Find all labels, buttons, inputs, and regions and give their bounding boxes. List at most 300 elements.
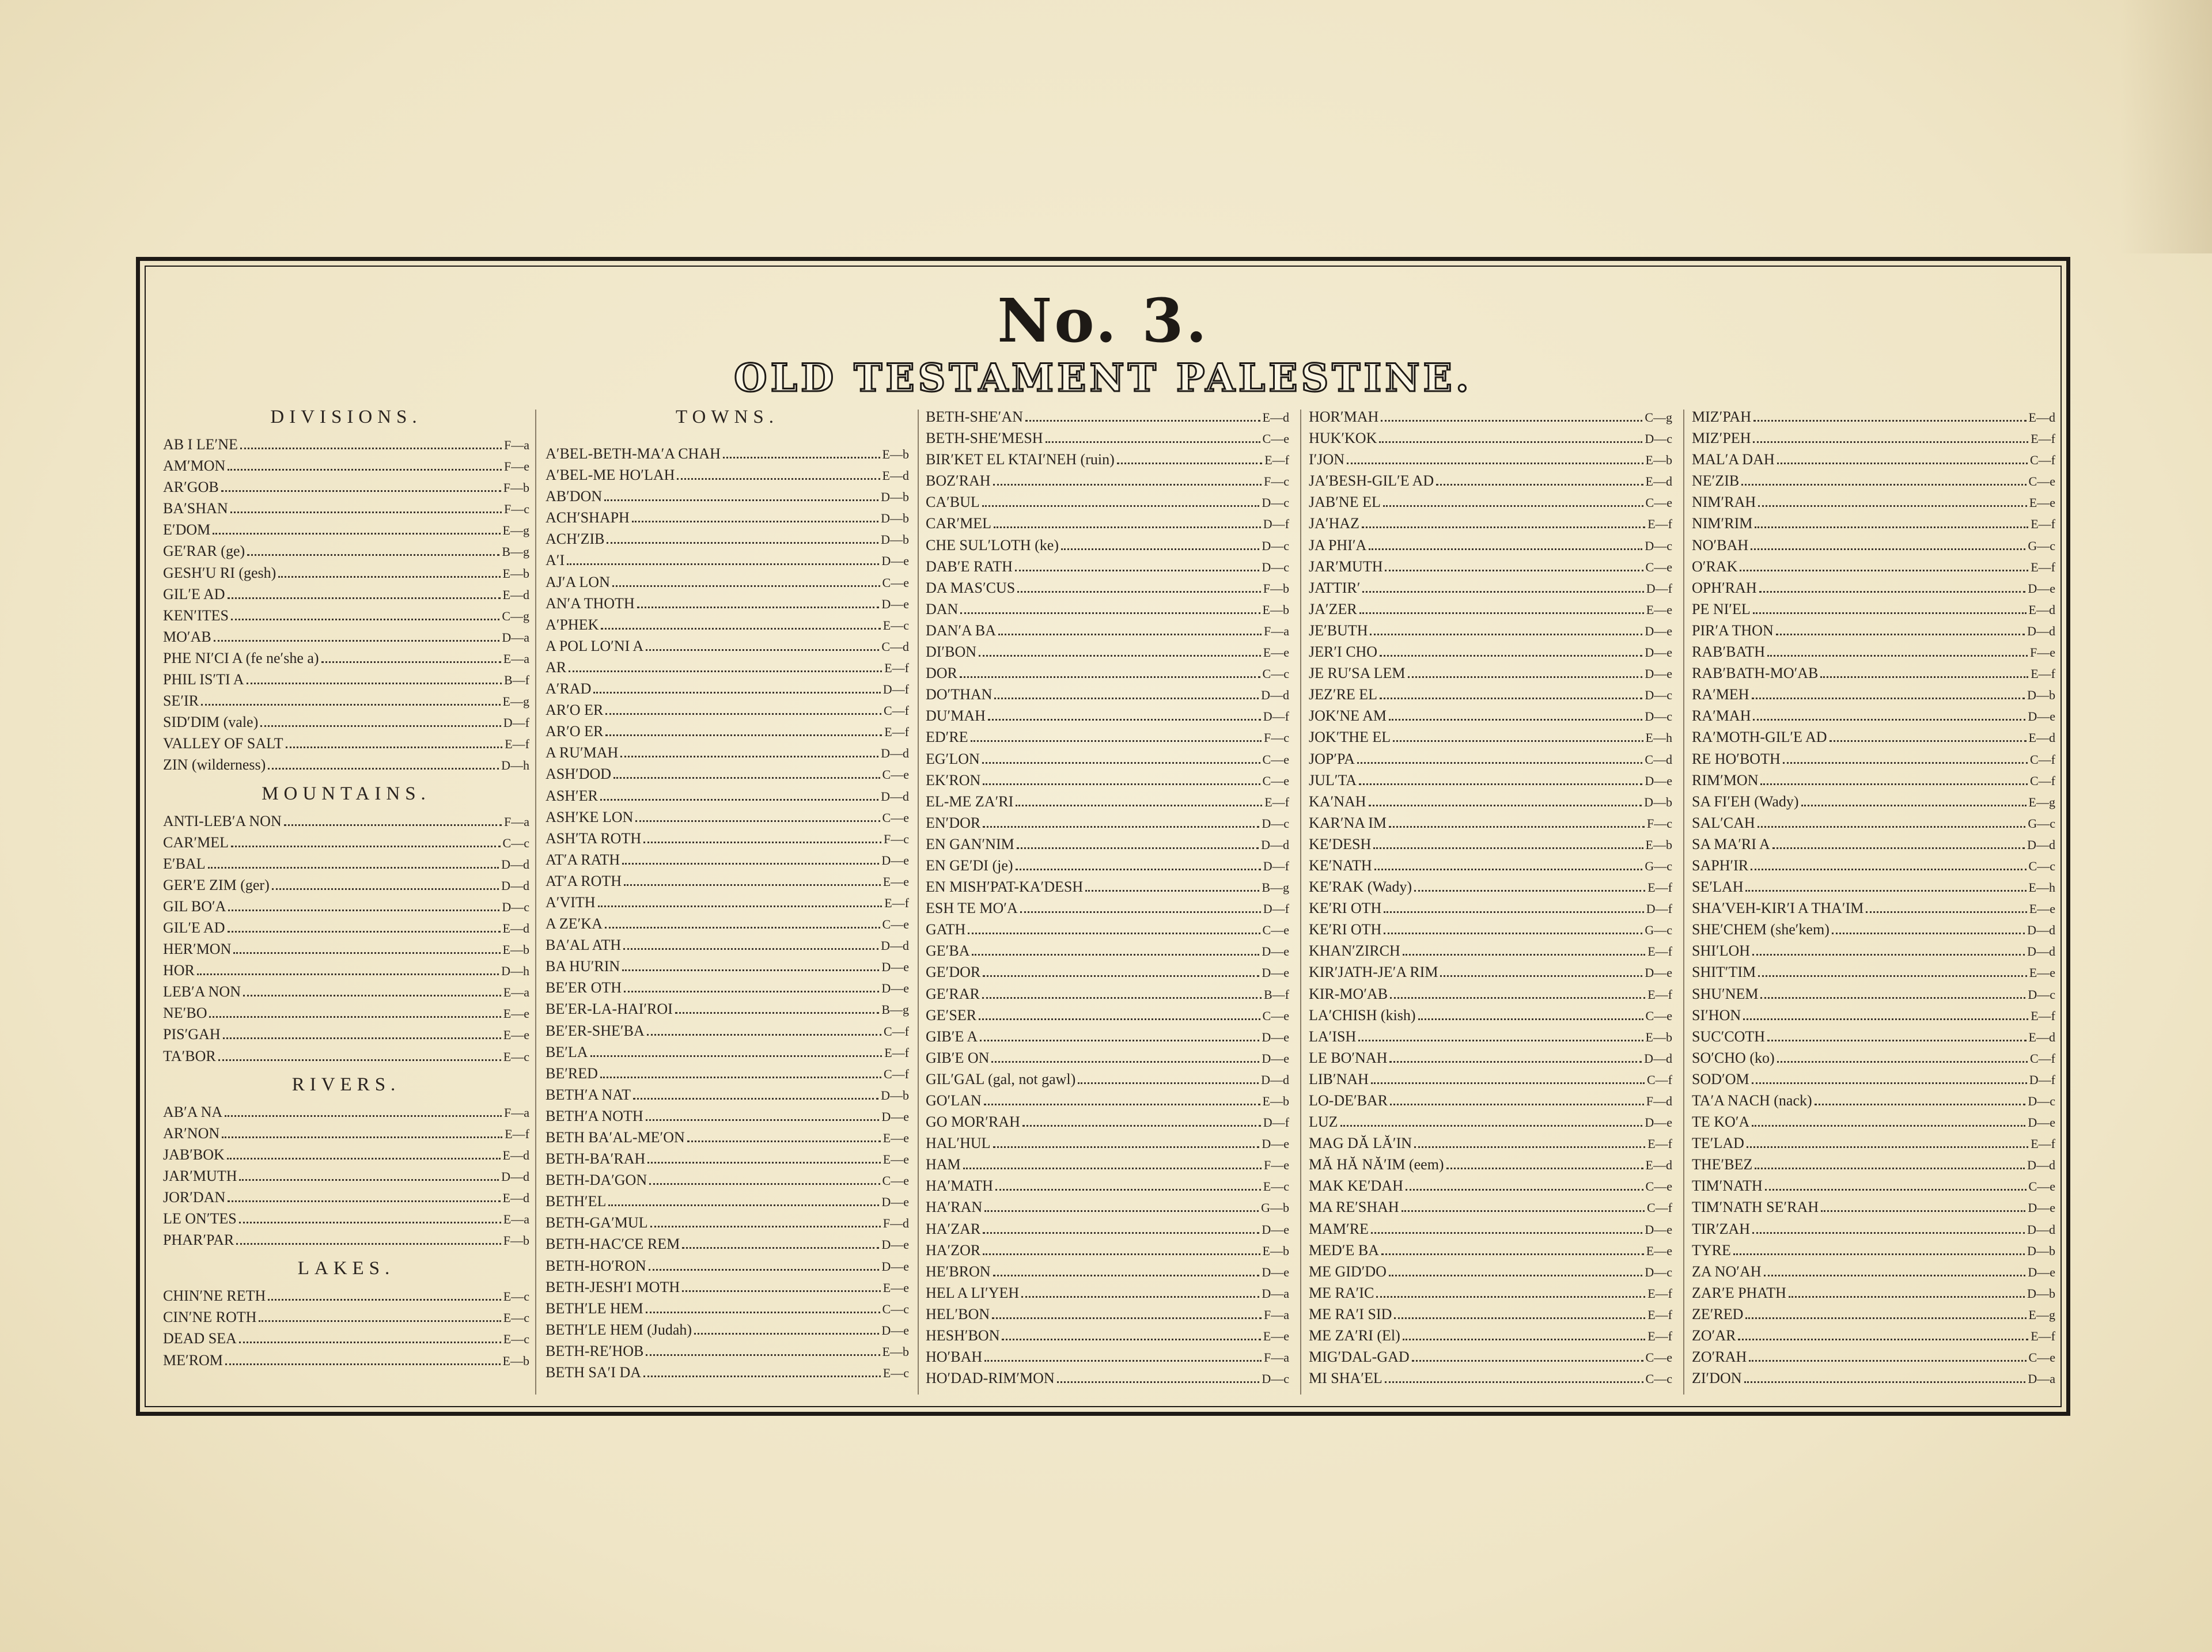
index-column-2 <box>546 406 909 1383</box>
dot-leader <box>637 607 880 608</box>
place-name: EL-ME ZA′RI <box>926 793 1014 810</box>
dot-leader <box>231 619 499 620</box>
dot-leader <box>228 910 499 911</box>
place-name: DO′THAN <box>926 686 993 703</box>
dot-leader <box>605 734 882 736</box>
index-entry <box>1309 491 1672 513</box>
index-entry <box>163 960 529 981</box>
grid-reference: D—d <box>881 789 909 804</box>
index-entry <box>163 647 529 669</box>
index-entry <box>1692 812 2055 833</box>
index-entry <box>1692 535 2055 556</box>
grid-reference: E—f <box>1264 453 1289 468</box>
grid-reference: E—d <box>502 587 529 602</box>
grid-reference: D—c <box>1262 816 1289 831</box>
place-name: SI′HON <box>1692 1006 1741 1024</box>
index-entry <box>1692 919 2055 940</box>
grid-reference: E—b <box>502 1353 529 1368</box>
grid-reference: C—c <box>882 1301 909 1316</box>
dot-leader <box>993 484 1262 486</box>
index-entry <box>1692 598 2055 620</box>
grid-reference: D—d <box>2027 923 2055 938</box>
index-entry <box>1309 1325 1672 1346</box>
place-name: JEZ′RE EL <box>1309 686 1378 703</box>
section-heading: DIVISIONS. <box>270 407 422 427</box>
index-entry <box>926 1026 1289 1047</box>
dot-leader <box>243 995 501 996</box>
place-name: CAR′MEL <box>926 515 992 532</box>
place-name: RA′MAH <box>1692 707 1751 725</box>
index-entry <box>1309 1346 1672 1367</box>
grid-reference: D—a <box>1262 1286 1289 1301</box>
grid-reference: D—d <box>1261 688 1289 703</box>
grid-reference: D—c <box>1262 559 1289 574</box>
grid-reference: C—e <box>1262 752 1289 767</box>
index-entry <box>163 733 529 754</box>
grid-reference: E—e <box>1263 645 1289 660</box>
section-heading: RIVERS. <box>291 1074 401 1095</box>
index-entry <box>1692 1111 2055 1132</box>
index-entry <box>163 810 529 832</box>
grid-reference: C—f <box>884 1024 909 1039</box>
place-name: EN GE′DI (je) <box>926 857 1013 874</box>
place-name: SOD′OM <box>1692 1070 1749 1088</box>
grid-reference: E—f <box>1647 987 1672 1002</box>
column-divider <box>918 410 919 1395</box>
dot-leader <box>682 1247 879 1249</box>
place-name: NE′ZIB <box>1692 472 1740 490</box>
place-name: E′DOM <box>163 521 211 539</box>
grid-reference: C—f <box>1647 1200 1672 1215</box>
dot-leader <box>1380 655 1642 657</box>
grid-reference: D—d <box>501 878 529 893</box>
dot-leader <box>994 698 1259 699</box>
dot-leader <box>1362 526 1645 528</box>
dot-leader <box>991 1061 1259 1063</box>
index-entry <box>1692 876 2055 897</box>
dot-leader <box>992 1317 1262 1319</box>
grid-reference: D—f <box>1263 517 1289 532</box>
place-name: KEN′ITES <box>163 607 229 624</box>
index-entry <box>1309 770 1672 791</box>
place-name: NE′BO <box>163 1005 207 1022</box>
place-name: TIM′NATH <box>1692 1177 1763 1195</box>
grid-reference: D—f <box>1263 858 1289 873</box>
place-name: BETH-SHE′MESH <box>926 430 1043 447</box>
section-heading: LAKES. <box>297 1258 395 1279</box>
dot-leader <box>1340 1125 1643 1127</box>
dot-leader <box>1385 1381 1643 1383</box>
index-entry <box>1692 1346 2055 1367</box>
dot-leader <box>971 740 1262 742</box>
dot-leader <box>1379 441 1642 443</box>
dot-leader <box>687 1141 881 1142</box>
index-entry <box>1692 1367 2055 1389</box>
place-name: ZO′RAH <box>1692 1348 1747 1366</box>
dot-leader <box>968 933 1260 934</box>
place-name: HO′DAD-RIM′MON <box>926 1370 1055 1387</box>
section-heading: MOUNTAINS. <box>262 783 431 804</box>
grid-reference: B—g <box>1262 880 1289 895</box>
place-name: HAL′HUL <box>926 1135 991 1152</box>
grid-reference: D—c <box>1262 538 1289 553</box>
grid-reference: E—d <box>502 920 529 935</box>
dot-leader <box>1408 676 1643 678</box>
place-name: AR <box>546 658 567 676</box>
place-name: CIN′NE ROTH <box>163 1309 257 1326</box>
dot-leader <box>1801 805 2027 806</box>
grid-reference: B—f <box>1264 987 1289 1002</box>
place-name: NO′BAH <box>1692 536 1749 554</box>
index-entry <box>546 1084 909 1105</box>
dot-leader <box>675 1012 880 1014</box>
grid-reference: C—f <box>1647 1072 1672 1087</box>
dot-leader <box>1369 548 1642 550</box>
dot-leader <box>984 1210 1259 1212</box>
place-name: BETH′EL <box>546 1193 607 1210</box>
grid-reference: D—e <box>881 1259 909 1274</box>
index-entry <box>163 981 529 1002</box>
dot-leader <box>598 905 882 907</box>
dot-leader <box>1821 1210 2025 1212</box>
dot-leader <box>600 1077 881 1078</box>
grid-reference: D—c <box>1645 1264 1672 1279</box>
index-entry <box>1692 1304 2055 1325</box>
dot-leader <box>994 526 1261 528</box>
dot-leader <box>632 521 878 522</box>
index-entry <box>546 1020 909 1041</box>
dot-leader <box>1385 570 1643 571</box>
index-entry <box>163 1002 529 1024</box>
place-name: EN GAN′NIM <box>926 835 1014 852</box>
place-name: GE′RAR (ge) <box>163 543 245 560</box>
grid-reference: D—d <box>1644 1051 1672 1066</box>
dot-leader <box>1740 570 2028 571</box>
index-entry <box>163 832 529 853</box>
place-name: DAB′E RATH <box>926 558 1013 575</box>
dot-leader <box>1002 1339 1260 1340</box>
dot-leader <box>259 1320 501 1322</box>
index-entry <box>163 605 529 626</box>
dot-leader <box>569 670 882 672</box>
grid-reference: D—b <box>2027 1243 2055 1258</box>
place-name: SE′LAH <box>1692 878 1744 896</box>
grid-reference: E—f <box>1647 1307 1672 1322</box>
place-name: TYRE <box>1692 1241 1731 1259</box>
place-name: BOZ′RAH <box>926 472 991 490</box>
place-name: GE′DOR <box>926 964 981 981</box>
index-entry <box>1692 1047 2055 1069</box>
grid-reference: E—f <box>1647 880 1672 895</box>
index-entry <box>1309 705 1672 726</box>
dot-leader <box>223 1037 501 1039</box>
dot-leader <box>1389 1061 1642 1063</box>
dot-leader <box>623 948 878 950</box>
grid-reference: D—e <box>881 1109 909 1124</box>
place-name: GE′RAR <box>926 985 980 1002</box>
place-name: SHE′CHEM (she′kem) <box>1692 921 1830 938</box>
grid-reference: D—e <box>1262 1136 1289 1151</box>
index-entry <box>546 1127 909 1148</box>
grid-reference: E—f <box>884 895 909 910</box>
index-entry <box>1692 833 2055 855</box>
place-name: PE NI′EL <box>1692 600 1751 617</box>
grid-reference: D—e <box>1645 1115 1672 1130</box>
place-name: GESH′U RI (gesh) <box>163 564 276 581</box>
place-name: PIR′A THON <box>1692 622 1774 639</box>
grid-reference: E—c <box>882 1366 909 1381</box>
grid-reference: D—d <box>2027 944 2055 959</box>
place-name: HER′MON <box>163 941 232 958</box>
dot-leader <box>1384 911 1644 913</box>
place-name: EN′DOR <box>926 814 981 831</box>
grid-reference: E—c <box>503 1332 529 1347</box>
index-entry <box>1692 983 2055 1005</box>
dot-leader <box>201 704 501 706</box>
dot-leader <box>268 768 499 770</box>
dot-leader <box>1776 634 2025 635</box>
dot-leader <box>240 448 502 449</box>
grid-reference: E—g <box>2028 794 2055 809</box>
index-entry <box>546 699 909 721</box>
place-name: KA′NAH <box>1309 793 1366 810</box>
index-entry <box>1692 855 2055 876</box>
grid-reference: C—c <box>1262 666 1289 681</box>
place-name: AN′A THOTH <box>546 594 635 612</box>
index-entry <box>546 1105 909 1127</box>
place-name: GIL′GAL (gal, not gawl) <box>926 1070 1076 1088</box>
grid-reference: D—e <box>881 960 909 975</box>
grid-reference: C—d <box>881 639 909 654</box>
grid-reference: D—e <box>881 852 909 867</box>
place-name: CHIN′NE RETH <box>163 1287 266 1305</box>
dot-leader <box>286 747 503 748</box>
dot-leader <box>1752 1232 2025 1234</box>
dot-leader <box>982 762 1260 764</box>
dot-leader <box>1759 591 2026 593</box>
dot-leader <box>988 719 1261 721</box>
place-name: JA′ZER <box>1309 600 1357 617</box>
place-name: DAN <box>926 600 959 617</box>
dot-leader <box>993 1275 1260 1276</box>
page-subtitle: OLD TESTAMENT PALESTINE. <box>734 355 1472 400</box>
dot-leader <box>1117 463 1263 464</box>
place-name: THE′BEZ <box>1692 1156 1753 1173</box>
grid-reference: D—e <box>2028 1115 2055 1130</box>
index-entry <box>1309 641 1672 662</box>
dot-leader <box>1789 1296 2025 1298</box>
place-name: SHA′VEH-KIR′I A THA′IM <box>1692 900 1864 917</box>
dot-leader <box>1381 420 1642 422</box>
place-name: AR′O ER <box>546 723 604 740</box>
place-name: BA HU′RIN <box>546 958 620 975</box>
place-name: ACH′SHAPH <box>546 509 630 526</box>
dot-leader <box>1403 1339 1645 1340</box>
place-name: SA FI′EH (Wady) <box>1692 793 1799 810</box>
index-entry <box>1692 1325 2055 1346</box>
grid-reference: D—b <box>881 1088 909 1102</box>
grid-reference: D—d <box>2027 1158 2055 1173</box>
place-name: HEL′BON <box>926 1305 990 1323</box>
index-entry <box>546 1169 909 1191</box>
index-entry <box>926 1111 1289 1132</box>
index-entry <box>926 1218 1289 1240</box>
dot-leader <box>1381 1253 1644 1255</box>
dot-leader <box>1752 954 2025 956</box>
grid-reference: D—f <box>503 715 529 730</box>
index-entry <box>546 1233 909 1255</box>
index-entry <box>926 812 1289 833</box>
grid-reference: C—e <box>1262 431 1289 446</box>
place-name: GIB′E ON <box>926 1049 990 1066</box>
dot-leader <box>1358 1040 1643 1041</box>
place-name: HA′ZAR <box>926 1220 981 1237</box>
place-name: GIB′E A <box>926 1028 978 1045</box>
grid-reference: F—e <box>1264 1158 1289 1173</box>
dot-leader <box>1359 612 1644 614</box>
dot-leader <box>1741 484 2026 486</box>
place-name: JOR′DAN <box>163 1189 226 1206</box>
index-entry <box>1309 1304 1672 1325</box>
grid-reference: E—b <box>502 566 529 581</box>
place-name: LE ON′TES <box>163 1210 237 1227</box>
grid-reference: E—c <box>503 1049 529 1064</box>
place-name: CAR′MEL <box>163 833 229 851</box>
index-column-5 <box>1692 406 2055 1389</box>
dot-leader <box>1016 805 1262 806</box>
place-name: DU′MAH <box>926 707 986 725</box>
grid-reference: D—c <box>1262 495 1289 510</box>
grid-reference: D—d <box>501 857 529 872</box>
dot-leader <box>984 1360 1262 1362</box>
grid-reference: B—f <box>504 673 529 688</box>
place-name: I′JON <box>1309 451 1345 468</box>
grid-reference: D—h <box>501 964 529 979</box>
grid-reference: D—d <box>881 938 909 953</box>
dot-leader <box>1389 1275 1642 1276</box>
column-divider <box>1683 410 1684 1395</box>
grid-reference: C—c <box>502 835 529 850</box>
dot-leader <box>682 1290 881 1292</box>
grid-reference: D—d <box>2027 837 2055 852</box>
dot-leader <box>677 478 880 480</box>
dot-leader <box>278 576 500 578</box>
page-title: No. 3. <box>997 285 1209 356</box>
place-name: SE′IR <box>163 692 199 710</box>
index-entry <box>546 571 909 593</box>
grid-reference: D—f <box>2029 1072 2055 1087</box>
dot-leader <box>218 1059 501 1061</box>
place-name: BE′ER-SHE′BA <box>546 1022 645 1039</box>
place-name: KAR′NA IM <box>1309 814 1387 831</box>
index-entry <box>546 635 909 657</box>
place-name: JATTIR′ <box>1309 579 1361 596</box>
index-entry <box>163 1350 529 1371</box>
index-entry <box>1692 748 2055 770</box>
index-entry <box>163 1045 529 1067</box>
grid-reference: E—f <box>884 725 909 740</box>
index-entry <box>163 434 529 455</box>
index-entry <box>926 1261 1289 1282</box>
place-name: DA MAS′CUS <box>926 579 1016 596</box>
index-entry <box>1309 470 1672 491</box>
place-name: PHAR′PAR <box>163 1232 234 1249</box>
grid-reference: D—c <box>1645 709 1672 724</box>
dot-leader <box>1369 805 1642 806</box>
index-entry <box>1692 684 2055 705</box>
dot-leader <box>228 469 502 471</box>
place-name: GO MOR′RAH <box>926 1113 1020 1131</box>
index-entry <box>1309 1111 1672 1132</box>
grid-reference: B—g <box>502 544 529 559</box>
place-name: RIM′MON <box>1692 771 1759 789</box>
grid-reference: C—e <box>2028 474 2055 489</box>
dot-leader <box>1021 1296 1259 1298</box>
place-name: ME RA′I SID <box>1309 1305 1392 1323</box>
dot-leader <box>1370 634 1642 635</box>
grid-reference: E—e <box>503 1006 529 1021</box>
grid-reference: C—e <box>2028 1350 2055 1365</box>
grid-reference: D—b <box>881 511 909 526</box>
index-entry <box>1309 1090 1672 1111</box>
place-name: A′RAD <box>546 680 592 698</box>
place-name: MAM′RE <box>1309 1220 1369 1237</box>
index-entry <box>1309 1196 1672 1218</box>
grid-reference: C—c <box>2028 858 2055 873</box>
index-entry <box>546 785 909 806</box>
index-entry <box>1309 748 1672 770</box>
place-name: AM′MON <box>163 457 226 475</box>
dot-leader <box>1755 526 2028 528</box>
dot-leader <box>230 511 502 513</box>
dot-leader <box>1753 420 2027 422</box>
place-name: MAG DĂ LĂ′IN <box>1309 1135 1412 1152</box>
place-name: PHE NI′CI A (fe ne′she a) <box>163 649 319 666</box>
dot-leader <box>605 713 881 715</box>
grid-reference: E—h <box>1645 730 1672 745</box>
dot-leader <box>1752 1082 2027 1084</box>
place-name: KHAN′ZIRCH <box>1309 942 1400 960</box>
grid-reference: E—e <box>882 1152 909 1167</box>
grid-reference: D—e <box>881 1323 909 1337</box>
dot-leader <box>983 1232 1259 1234</box>
dot-leader <box>960 612 1260 614</box>
grid-reference: E—a <box>503 651 529 666</box>
grid-reference: C—e <box>1262 773 1289 788</box>
index-entry <box>1692 897 2055 919</box>
grid-reference: D—e <box>2028 1200 2055 1215</box>
grid-reference: F—b <box>1263 581 1289 596</box>
dot-leader <box>1414 1146 1645 1148</box>
column-divider <box>535 410 536 1395</box>
index-entry <box>926 535 1289 556</box>
index-entry <box>163 455 529 476</box>
place-name: BE′RED <box>546 1064 598 1082</box>
grid-reference: D—e <box>1262 1029 1289 1044</box>
index-entry <box>926 470 1289 491</box>
index-entry <box>1692 1175 2055 1196</box>
index-entry <box>1309 833 1672 855</box>
index-column-3 <box>926 406 1289 1389</box>
place-name: MO′AB <box>163 628 211 645</box>
dot-leader <box>1767 1040 2027 1041</box>
index-entry <box>163 498 529 519</box>
index-entry <box>546 1362 909 1383</box>
index-entry <box>1309 812 1672 833</box>
place-name: BETH-HO′RON <box>546 1257 646 1274</box>
place-name: JOK′NE AM <box>1309 707 1387 725</box>
grid-reference: E—f <box>1264 794 1289 809</box>
